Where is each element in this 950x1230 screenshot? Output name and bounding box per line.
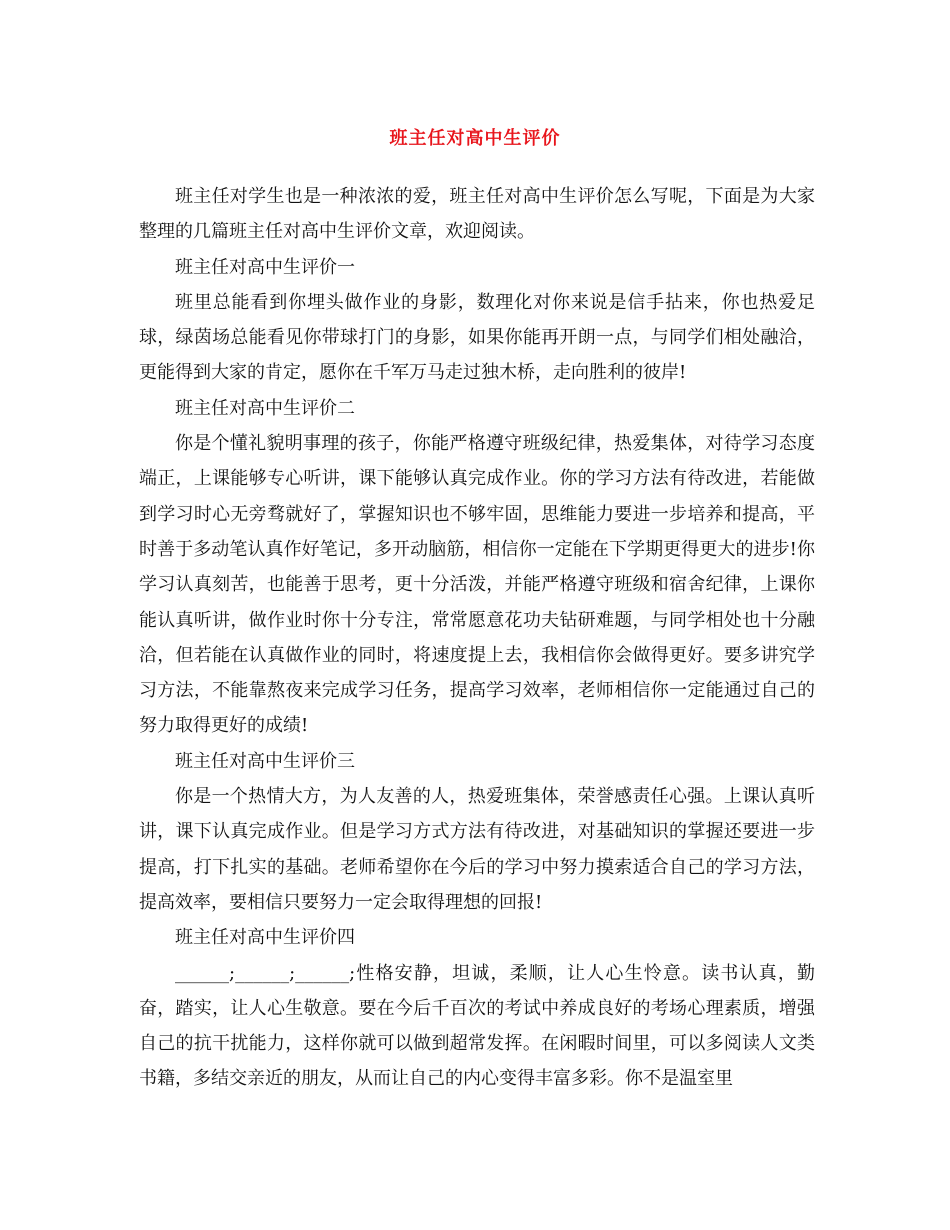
document-title: 班主任对高中生评价 <box>389 128 561 149</box>
section-heading-3: 班主任对高中生评价三 <box>175 750 355 772</box>
section-paragraph-1: 班里总能看到你埋头做作业的身影，数理化对你来说是信手拈来，你也热爱足球，绿茵场总能看见你带球打门的身影，如果你能再开朗一点，与同学们相处融洽，更能得到大家的肯定，愿你在千军万马走过独木桥，走向胜利的彼岸! <box>139 291 815 384</box>
section-paragraph-4: ______;______;______;性格安静，坦诚，柔顺，让人心生怜意。读书认真，勤奋，踏实，让人心生敬意。要在今后千百次的考试中养成良好的考场心理素质，增强自己的抗干扰能力，这样你就可以做到超常发挥。在闲暇时间里，可以多阅读人文类书籍，多结交亲近的朋友，从而让自己的内心变得丰富多彩。你不是温室里 <box>139 962 815 1090</box>
section-heading-2: 班主任对高中生评价二 <box>175 397 355 419</box>
section-heading-4: 班主任对高中生评价四 <box>175 927 355 949</box>
document-body <box>139 179 815 1097</box>
section-paragraph-2: 你是个懂礼貌明事理的孩子，你能严格遵守班级纪律，热爱集体，对待学习态度端正，上课能够专心听讲，课下能够认真完成作业。你的学习方法有待改进，若能做到学习时心无旁骛就好了，掌握知识也不够牢固，思维能力要进一步培养和提高，平时善于多动笔认真作好笔记，多开动脑筋，相信你一定能在下学期更得更大的进步!你学习认真刻苦，也能善于思考，更十分活泼，并能严格遵守班级和宿舍纪律，上课你能认真听讲，做作业时你十分专注，常常愿意花功夫钻研难题，与同学相处也十分融洽，但若能在认真做作业的同时，将速度提上去，我相信你会做得更好。要多讲究学习方法，不能靠熬夜来完成学习任务，提高学习效率，老师相信你一定能通过自己的努力取得更好的成绩! <box>139 433 815 737</box>
intro-paragraph: 班主任对学生也是一种浓浓的爱，班主任对高中生评价怎么写呢，下面是为大家整理的几篇班主任对高中生评价文章，欢迎阅读。 <box>139 186 815 243</box>
section-heading-1: 班主任对高中生评价一 <box>175 256 355 278</box>
section-paragraph-3: 你是一个热情大方，为人友善的人，热爱班集体，荣誉感责任心强。上课认真听讲，课下认真完成作业。但是学习方式方法有待改进，对基础知识的掌握还要进一步提高，打下扎实的基础。老师希望你在今后的学习中努力摸索适合自己的学习方法，提高效率，要相信只要努力一定会取得理想的回报! <box>139 786 815 913</box>
